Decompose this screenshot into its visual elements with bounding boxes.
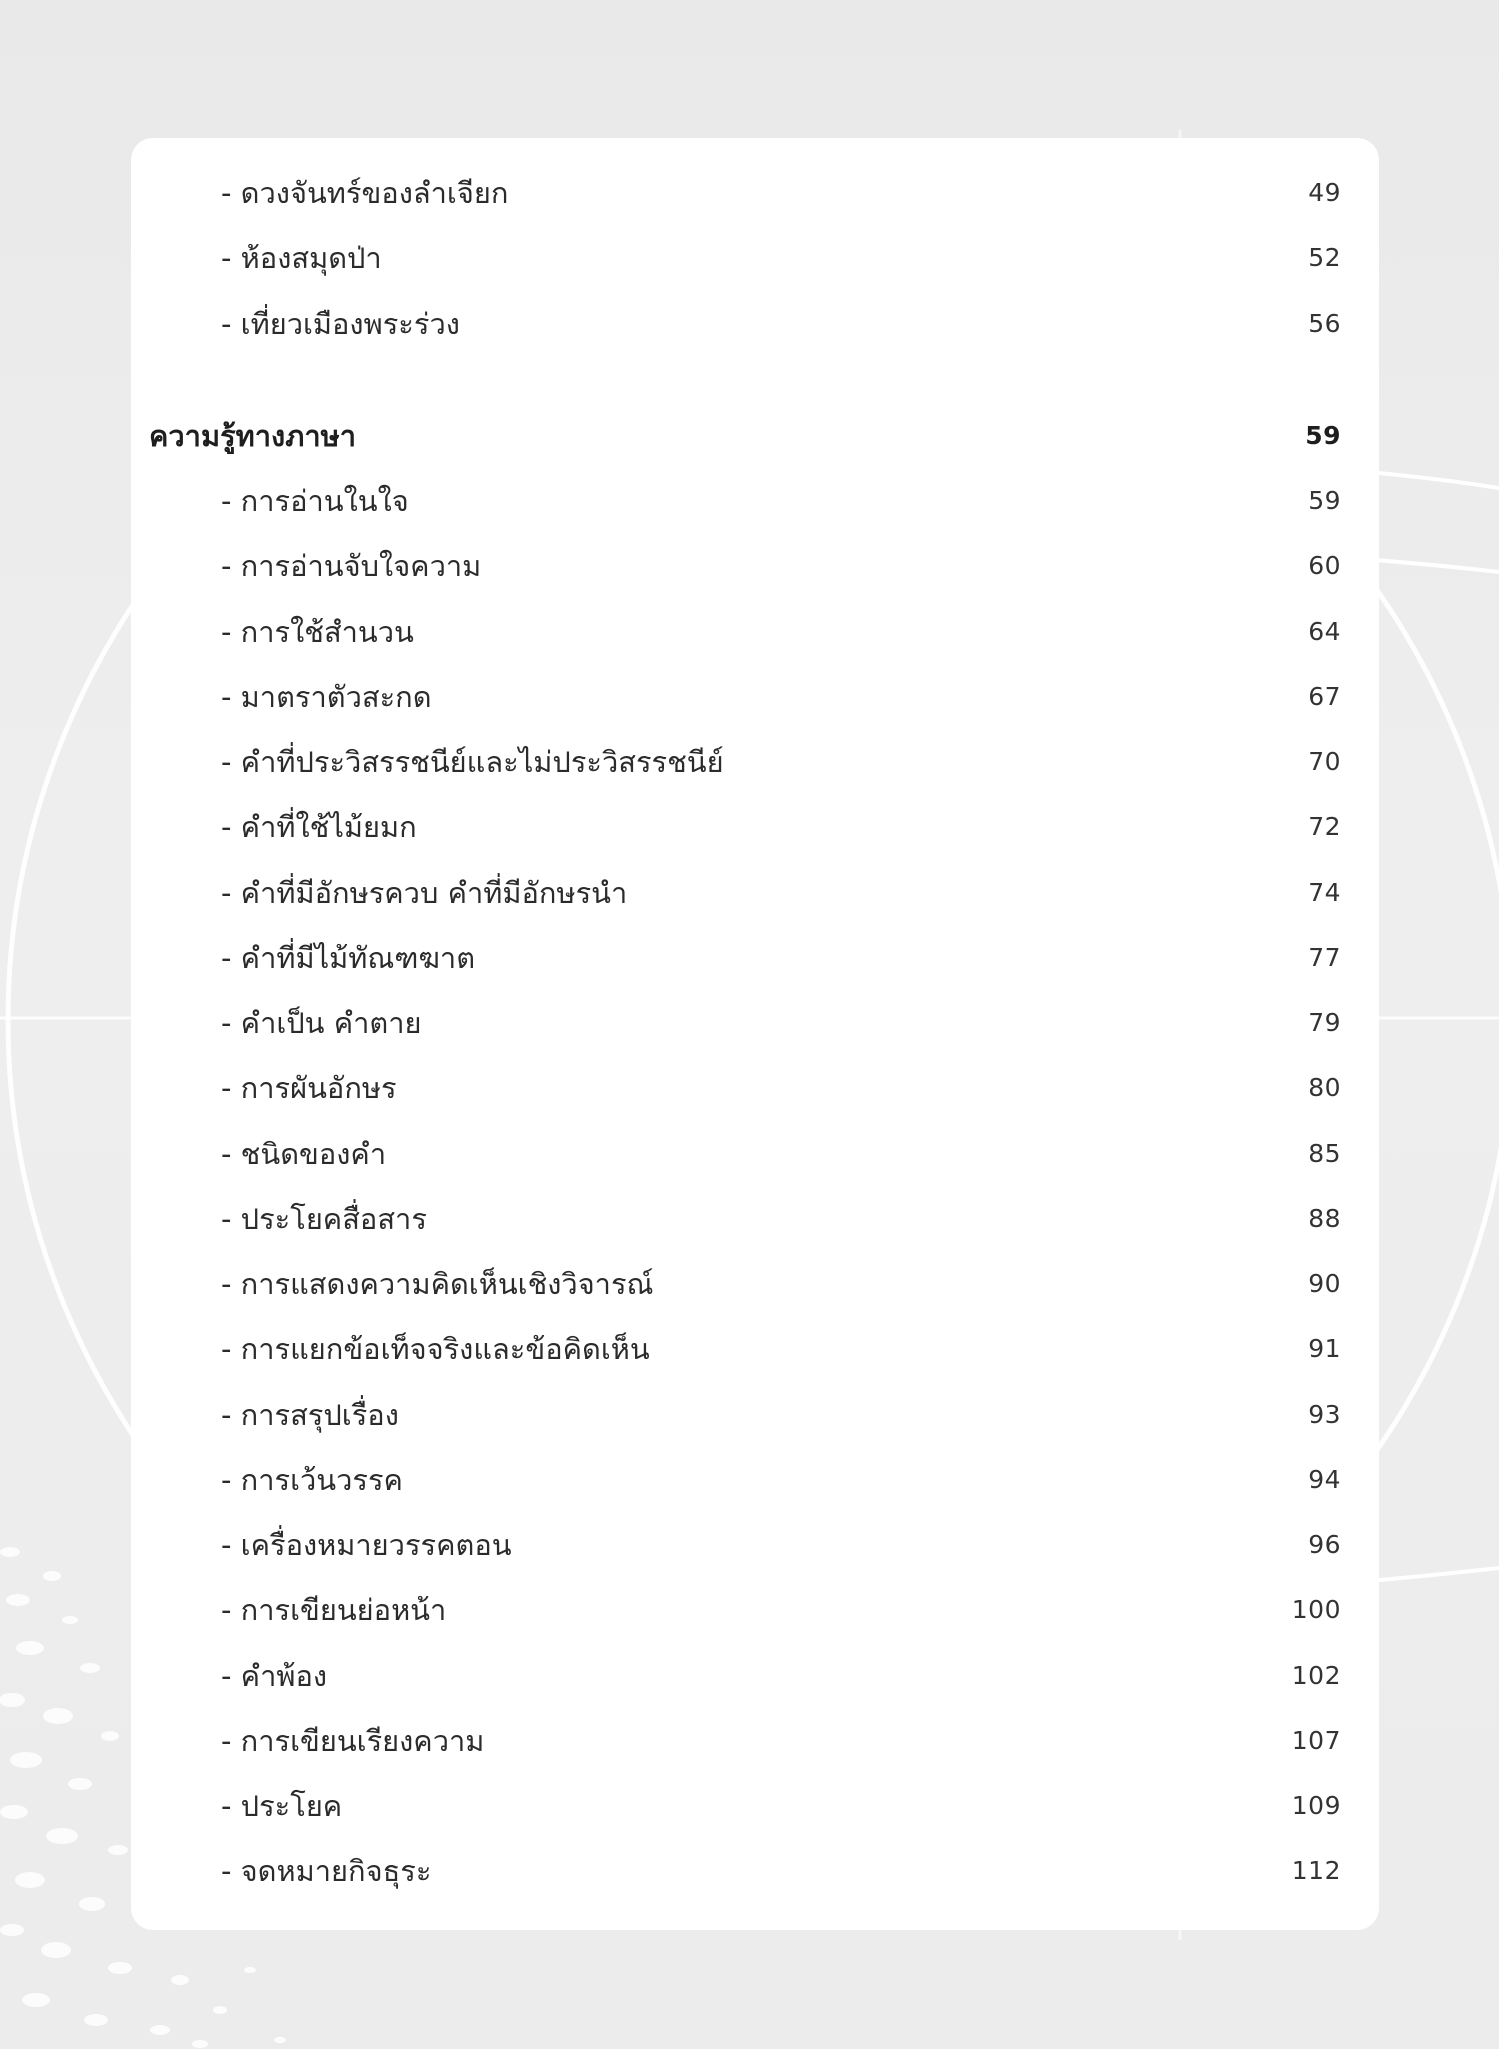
toc-entry bbox=[131, 607, 1379, 657]
toc-entry bbox=[131, 1324, 1379, 1374]
page-number: 107 bbox=[1291, 1725, 1341, 1755]
toc-entry bbox=[131, 233, 1379, 283]
entry-title: - คำที่ประวิสรรชนีย์และไม่ประวิสรรชนีย์ bbox=[221, 745, 724, 779]
entry-title: - การแยกข้อเท็จจริงและข้อคิดเห็น bbox=[221, 1332, 650, 1367]
toc-entry bbox=[131, 1846, 1379, 1896]
page-number: 70 bbox=[1308, 747, 1341, 776]
entry-title: - จดหมายกิจธุระ bbox=[221, 1854, 432, 1889]
entry-title: - คำที่มีไม้ทัณฑฆาต bbox=[221, 940, 476, 975]
toc-section-heading bbox=[131, 411, 1379, 461]
toc-entry bbox=[131, 168, 1379, 218]
toc-entry bbox=[131, 998, 1379, 1048]
entry-title: - ประโยค bbox=[221, 1789, 343, 1823]
page-number: 96 bbox=[1308, 1530, 1341, 1559]
page-number: 79 bbox=[1308, 1008, 1341, 1037]
entry-title: - คำที่ใช้ไม้ยมก bbox=[221, 810, 417, 845]
page-number: 59 bbox=[1305, 421, 1341, 450]
page-number: 94 bbox=[1308, 1464, 1341, 1494]
toc-entry bbox=[131, 1390, 1379, 1440]
entry-title: - คำที่มีอักษรควบ คำที่มีอักษรนำ bbox=[221, 875, 628, 910]
entry-title: - คำพ้อง bbox=[221, 1658, 328, 1693]
toc-entry bbox=[131, 933, 1379, 983]
page-number: 49 bbox=[1308, 178, 1341, 207]
page-number: 64 bbox=[1308, 616, 1341, 646]
toc-entry bbox=[131, 1194, 1379, 1244]
toc-entry bbox=[131, 476, 1379, 526]
toc-entry bbox=[131, 1455, 1379, 1505]
page-number: 88 bbox=[1308, 1203, 1341, 1233]
toc-entry bbox=[131, 1585, 1379, 1635]
page-number: 100 bbox=[1291, 1595, 1341, 1625]
entry-title: - การเขียนย่อหน้า bbox=[221, 1593, 447, 1628]
page-number: 90 bbox=[1308, 1269, 1341, 1298]
entry-title: - เครื่องหมายวรรคตอน bbox=[221, 1528, 512, 1562]
page-number: 80 bbox=[1308, 1073, 1341, 1103]
toc-entry bbox=[131, 1063, 1379, 1113]
entry-title: - ห้องสมุดป่า bbox=[221, 241, 382, 276]
toc-entry bbox=[131, 1259, 1379, 1309]
toc-entry bbox=[131, 672, 1379, 722]
page-number: 112 bbox=[1291, 1856, 1341, 1886]
toc-entry bbox=[131, 868, 1379, 918]
page-number: 67 bbox=[1308, 681, 1341, 711]
entry-title: - การแสดงความคิดเห็นเชิงวิจารณ์ bbox=[221, 1267, 654, 1301]
entry-title: - ประโยคสื่อสาร bbox=[221, 1201, 427, 1236]
entry-title: - การใช้สำนวน bbox=[221, 614, 414, 649]
entry-title: - ดวงจันทร์ของลำเจียก bbox=[221, 176, 509, 210]
page-number: 72 bbox=[1308, 812, 1341, 842]
toc-entry bbox=[131, 299, 1379, 349]
section-title: ความรู้ทางภาษา bbox=[149, 419, 357, 453]
toc-entry bbox=[131, 1781, 1379, 1831]
entry-title: - การอ่านในใจ bbox=[221, 484, 409, 518]
page-number: 56 bbox=[1308, 308, 1341, 338]
entry-title: - การผันอักษร bbox=[221, 1071, 397, 1106]
page-number: 91 bbox=[1308, 1334, 1341, 1364]
page-number: 109 bbox=[1291, 1791, 1341, 1820]
page-number: 52 bbox=[1308, 243, 1341, 273]
page-number: 102 bbox=[1291, 1660, 1341, 1690]
entry-title: - การอ่านจับใจความ bbox=[221, 549, 482, 584]
page-number: 77 bbox=[1308, 942, 1341, 972]
entry-title: - การเขียนเรียงความ bbox=[221, 1723, 485, 1758]
page-number: 74 bbox=[1308, 877, 1341, 907]
toc-entry bbox=[131, 737, 1379, 787]
page-number: 93 bbox=[1308, 1399, 1341, 1429]
toc-entry bbox=[131, 1520, 1379, 1570]
toc-entry bbox=[131, 802, 1379, 852]
toc-card bbox=[131, 138, 1379, 1930]
entry-title: - คำเป็น คำตาย bbox=[221, 1006, 422, 1040]
toc-entry bbox=[131, 1651, 1379, 1701]
toc-entry bbox=[131, 1716, 1379, 1766]
entry-title: - ชนิดของคำ bbox=[221, 1136, 387, 1171]
page-number: 85 bbox=[1308, 1138, 1341, 1168]
entry-title: - การเว้นวรรค bbox=[221, 1462, 403, 1497]
entry-title: - การสรุปเรื่อง bbox=[221, 1397, 399, 1432]
entry-title: - เที่ยวเมืองพระร่วง bbox=[221, 306, 460, 341]
toc-entry bbox=[131, 1129, 1379, 1179]
entry-title: - มาตราตัวสะกด bbox=[221, 679, 432, 714]
page-number: 60 bbox=[1308, 551, 1341, 581]
page-number: 59 bbox=[1308, 486, 1341, 515]
toc-entry bbox=[131, 541, 1379, 591]
